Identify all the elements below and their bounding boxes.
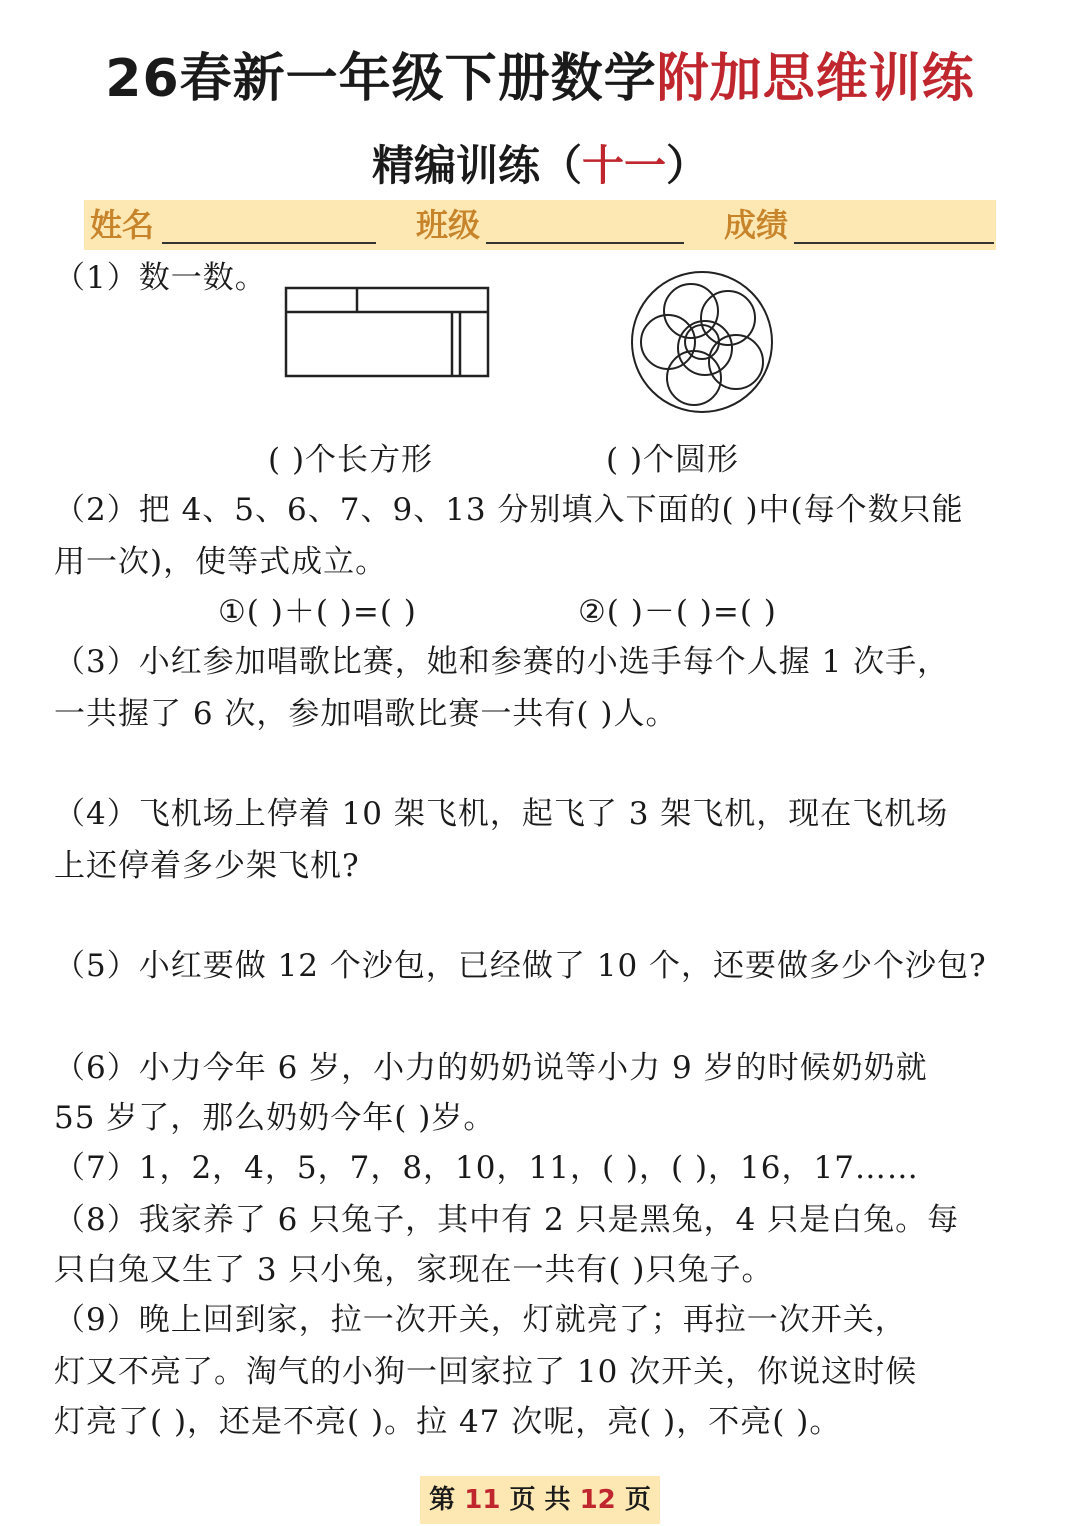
circle-count-answer[interactable]: ( )个圆形 [606, 442, 740, 478]
page-number [420, 1481, 660, 1519]
question-7-line-1: （7）1，2，4，5，7，8，10，11，( )，( )，16，17…… [54, 1150, 919, 1186]
inner-circle-6 [667, 351, 721, 405]
question-5-line-1: （5）小红要做 12 个沙包，已经做了 10 个，还要做多少个沙包? [54, 948, 987, 984]
question-2-line-1: （2）把 4、5、6、7、9、13 分别填入下面的( )中(每个数只能 [54, 492, 964, 528]
question-9-line-2: 灯又不亮了。淘气的小狗一回家拉了 10 次开关，你说这时候 [54, 1354, 918, 1390]
question-6-line-2: 55 岁了，那么奶奶今年( )岁。 [54, 1100, 496, 1136]
page-footer [420, 1476, 660, 1524]
title-red: 附加思维训练 [656, 49, 975, 109]
class-label: 班级 [416, 206, 481, 244]
subtitle-number: 十一 [581, 141, 666, 190]
footer-middle: 页 共 [500, 1485, 580, 1515]
total-pages: 12 [579, 1485, 616, 1515]
score-line[interactable] [794, 242, 994, 244]
question-4-line-1: （4）飞机场上停着 10 架飞机，起飞了 3 架飞机，现在飞机场 [54, 796, 949, 832]
question-8-line-1: （8）我家养了 6 只兔子，其中有 2 只是黑兔，4 只是白兔。每 [54, 1202, 960, 1238]
footer-suffix: 页 [615, 1485, 651, 1515]
question-9-line-3: 灯亮了( )，还是不亮( )。拉 47 次呢，亮( )，不亮( )。 [54, 1404, 842, 1440]
question-4-line-2: 上还停着多少架飞机? [54, 848, 360, 884]
class-line[interactable] [486, 242, 684, 244]
question-9-line-1: （9）晚上回到家，拉一次开关，灯就亮了；再拉一次开关， [54, 1302, 907, 1338]
subtitle-suffix: ） [666, 141, 709, 190]
question-3-line-2: 一共握了 6 次，参加唱歌比赛一共有( )人。 [54, 696, 678, 732]
subtitle-prefix: 精编训练（ [371, 141, 582, 190]
name-line[interactable] [162, 242, 376, 244]
outer-rectangle [286, 288, 488, 376]
question-2-line-2: 用一次)，使等式成立。 [54, 544, 388, 580]
inner-circle-3 [641, 315, 695, 369]
current-page: 11 [464, 1485, 501, 1515]
page-title [0, 44, 1080, 114]
rectangle-count-answer[interactable]: ( )个长方形 [268, 442, 434, 478]
outer-circle [632, 272, 772, 412]
score-label: 成绩 [724, 206, 789, 244]
question-1-text: （1）数一数。 [54, 260, 267, 296]
question-8-line-2: 只白兔又生了 3 只小兔，家现在一共有( )只兔子。 [54, 1252, 774, 1288]
equation-2[interactable]: ②( )－( )=( ) [578, 594, 777, 630]
circles-figure [626, 266, 778, 418]
rectangles-figure [280, 282, 494, 382]
footer-prefix: 第 [429, 1485, 465, 1515]
question-6-line-1: （6）小力今年 6 岁，小力的奶奶说等小力 9 岁的时候奶奶就 [54, 1050, 928, 1086]
name-label: 姓名 [90, 206, 155, 244]
question-3-line-1: （3）小红参加唱歌比赛，她和参赛的小选手每个人握 1 次手， [54, 644, 950, 680]
page-subtitle [0, 136, 1080, 196]
equation-1[interactable]: ①( )＋( )=( ) [218, 594, 417, 630]
student-info-bar [84, 200, 996, 250]
title-black: 26春新一年级下册数学 [105, 49, 657, 109]
